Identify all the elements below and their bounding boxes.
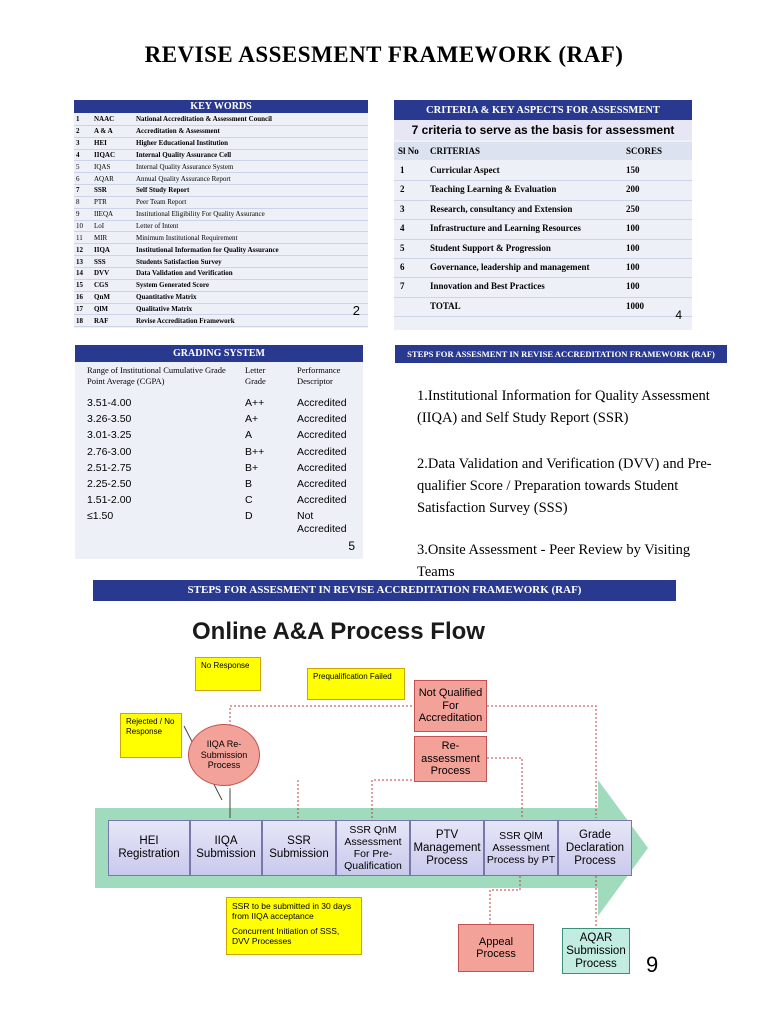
col-sl: Sl No [398,146,419,156]
keyword-n: 5 [74,161,92,173]
keyword-n: 2 [74,125,92,137]
keyword-full: Accreditation & Assessment [134,125,368,137]
criteria-sl: 3 [400,203,405,214]
keyword-abbr: HEI [92,137,134,149]
stage-ptv-management: PTV Management Process [410,820,484,876]
appeal-box: Appeal Process [458,924,534,972]
note-ssr-timeline: SSR to be submitted in 30 days from IIQA acceptance Concurrent Initiation of SSS, DVV Processes [226,897,362,955]
col-letter-grade: Letter Grade [245,365,266,386]
keyword-abbr: SSR [92,185,134,197]
keyword-full: Students Satisfaction Survey [134,256,368,268]
keyword-full: System Generated Score [134,279,368,291]
grading-grade: B [245,478,253,490]
keyword-n: 16 [74,291,92,303]
page-title: REVISE ASSESMENT FRAMEWORK (RAF) [144,42,624,67]
keyword-n: 13 [74,256,92,268]
grading-desc: Accredited [297,429,347,442]
keyword-abbr: QlM [92,303,134,315]
keyword-abbr: SSS [92,256,134,268]
keyword-full: Qualitative Matrix [134,303,368,315]
keyword-n: 10 [74,220,92,232]
grading-range: 3.26-3.50 [87,413,132,426]
note-no-response: No Response [195,657,261,691]
grading-desc: Accredited [297,494,347,507]
criteria-score: 100 [626,281,640,292]
keyword-n: 4 [74,149,92,161]
criteria-score: 100 [626,223,640,234]
keywords-header: KEY WORDS [74,100,368,113]
keyword-n: 3 [74,137,92,149]
note-prequalification: Prequalification Failed [307,668,405,700]
keyword-full: National Accreditation & Assessment Council [134,114,368,125]
keyword-abbr: IIQAC [92,149,134,161]
keyword-n: 7 [74,185,92,197]
grading-grade: A [245,429,253,442]
page-number: 4 [675,308,682,322]
keyword-full: Internal Quality Assurance Cell [134,149,368,161]
grading-desc: Not Accredited [297,510,347,536]
keyword-n: 14 [74,267,92,279]
keyword-n: 8 [74,196,92,208]
grading-desc: Accredited [297,397,347,409]
grading-range: 3.51-4.00 [87,397,132,409]
stage-ssr-submission: SSR Submission [262,820,336,876]
grading-range: 3.01-3.25 [87,429,132,442]
steps-header: STEPS FOR ASSESMENT IN REVISE ACCREDITATION FRAMEWORK (RAF) [395,345,727,363]
col-criterias: CRITERIAS [430,146,481,156]
criteria-score: 200 [626,184,640,195]
col-range: Range of Institutional Cumulative Grade Point Average (CGPA) [87,365,226,386]
criteria-score: 100 [626,242,640,253]
criteria-sl: 1 [400,165,405,175]
stage-grade-declaration: Grade Declaration Process [558,820,632,876]
iiqa-resubmission-circle: IIQA Re-Submission Process [188,724,260,786]
keyword-abbr: A & A [92,125,134,137]
grading-grade: B++ [245,445,265,458]
criteria-sl: 7 [400,281,405,292]
grading-grade: B+ [245,461,259,474]
keyword-n: 18 [74,315,92,327]
grading-desc: Accredited [297,478,347,490]
keyword-abbr: IIQA [92,244,134,256]
keyword-full: Revise Accreditation Framework [134,315,368,327]
keyword-abbr: QnM [92,291,134,303]
grading-desc: Accredited [297,461,347,474]
criteria-sl: 6 [400,262,405,272]
col-performance: Performance Descriptor [297,365,341,386]
grading-range: ≤1.50 [87,510,114,523]
criteria-name: TOTAL [430,300,461,311]
keyword-n: 12 [74,244,92,256]
criteria-name: Teaching Learning & Evaluation [430,184,557,195]
criteria-name: Innovation and Best Practices [430,281,545,292]
keyword-full: Quantitative Matrix [134,291,368,303]
keyword-abbr: PTR [92,196,134,208]
flow-banner: STEPS FOR ASSESMENT IN REVISE ACCREDITATION FRAMEWORK (RAF) [93,580,676,601]
keyword-n: 1 [74,114,92,125]
criteria-header: CRITERIA & KEY ASPECTS FOR ASSESSMENT [394,100,692,120]
page-number: 5 [348,539,355,553]
keyword-full: Institutional Eligibility For Quality Assurance [134,208,368,220]
step-3: 3.Onsite Assessment - Peer Review by Visiting Teams [417,542,691,580]
criteria-score: 1000 [626,300,644,311]
keyword-full: Higher Educational Institution [134,137,368,149]
grading-grade: D [245,510,253,523]
grading-range: 2.51-2.75 [87,461,132,474]
keyword-full: Peer Team Report [134,196,368,208]
keyword-abbr: IQAS [92,161,134,173]
keyword-n: 6 [74,173,92,185]
grading-grade: A+ [245,413,259,426]
keyword-abbr: CGS [92,279,134,291]
keyword-n: 9 [74,208,92,220]
keyword-abbr: RAF [92,315,134,327]
keyword-abbr: LoI [92,220,134,232]
criteria-sl: 4 [400,223,405,234]
keyword-full: Data Validation and Verification [134,267,368,279]
keyword-n: 15 [74,279,92,291]
grading-desc: Accredited [297,413,347,426]
keyword-full: Annual Quality Assurance Report [134,173,368,185]
criteria-name: Curricular Aspect [430,165,500,175]
criteria-name: Infrastructure and Learning Resources [430,223,581,234]
stage-iiqa-submission: IIQA Submission [190,820,262,876]
keyword-full: Letter of Intent [134,220,368,232]
keyword-full: Self Study Report [134,185,368,197]
stage-ssr-qnm: SSR QnM Assessment For Pre-Qualification [336,820,410,876]
keyword-abbr: IIEQA [92,208,134,220]
criteria-score: 250 [626,203,640,214]
stage-hei-registration: HEI Registration [108,820,190,876]
criteria-name: Governance, leadership and management [430,262,590,272]
grading-grade: A++ [245,397,265,409]
keyword-n: 17 [74,303,92,315]
criteria-subtitle: 7 criteria to serve as the basis for assessment [394,120,692,140]
criteria-name: Research, consultancy and Extension [430,203,573,214]
criteria-sl: 5 [400,242,405,253]
criteria-score: 100 [626,262,640,272]
reassessment-box: Re-assessment Process [414,736,487,782]
note-rejected: Rejected / No Response [120,713,182,758]
criteria-score: 150 [626,165,640,175]
stage-ssr-qlm: SSR QlM Assessment Process by PT [484,820,558,876]
not-qualified-box: Not Qualified For Accreditation [414,680,487,732]
page-number: 9 [646,952,659,977]
criteria-sl: 2 [400,184,405,195]
step-1: 1.Institutional Information for Quality Assessment (IIQA) and Self Study Report (SSR) [417,388,710,426]
aqar-box: AQAR Submission Process [562,928,630,974]
grading-range: 2.76-3.00 [87,445,132,458]
keyword-abbr: MIR [92,232,134,244]
flow-title: Online A&A Process Flow [192,618,485,645]
keyword-full: Internal Quality Assurance System [134,161,368,173]
criteria-name: Student Support & Progression [430,242,551,253]
keyword-abbr: DVV [92,267,134,279]
keyword-abbr: NAAC [92,114,134,125]
keyword-abbr: AQAR [92,173,134,185]
keyword-full: Institutional Information for Quality Assurance [134,244,368,256]
page-number: 2 [352,303,360,318]
grading-desc: Accredited [297,445,347,458]
grading-grade: C [245,494,253,507]
step-2: 2.Data Validation and Verification (DVV) and Pre-qualifier Score / Preparation towards Student Satisfaction Survey (SSS) [417,456,712,516]
grading-range: 2.25-2.50 [87,478,132,490]
grading-header: GRADING SYSTEM [75,345,363,362]
col-scores: SCORES [626,146,663,156]
keyword-n: 11 [74,232,92,244]
keyword-full: Minimum Institutional Requirement [134,232,368,244]
grading-range: 1.51-2.00 [87,494,132,507]
